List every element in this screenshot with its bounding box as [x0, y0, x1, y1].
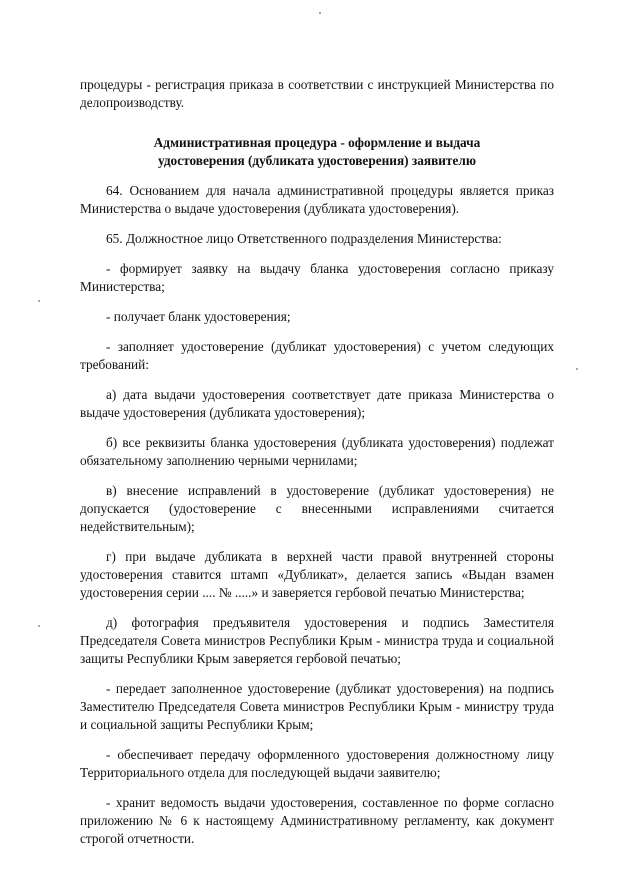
intro-paragraph: процедуры - регистрация приказа в соответствии с инструкцией Министерства по делопроизводству.	[80, 77, 554, 110]
scan-speck	[576, 368, 578, 370]
scan-speck	[319, 12, 321, 14]
requirement-item: в) внесение исправлений в удостоверение (дубликат удостоверения) не допускается (удостоверение с внесенными исправлениями считается недействительным);	[80, 483, 554, 534]
heading-line: Административная процедура - оформление и выдача	[153, 135, 481, 150]
requirement-item: б) все реквизиты бланка удостоверения (дубликата удостоверения) подлежат обязательному заполнению черными чернилами;	[80, 435, 554, 468]
paragraph-64: 64. Основанием для начала административной процедуры является приказ Министерства о выдаче удостоверения (дубликата удостоверения).	[80, 183, 554, 216]
list-item: - формирует заявку на выдачу бланка удостоверения согласно приказу Министерства;	[80, 261, 554, 294]
requirement-item: г) при выдаче дубликата в верхней части правой внутренней стороны удостоверения ставится штамп «Дубликат», делается запись «Выдан взамен удостоверения серии .... № .....» и заверяется гербовой печатью Министерства;	[80, 549, 554, 600]
document-page	[80, 76, 554, 860]
list-item: - передает заполненное удостоверение (дубликат удостоверения) на подпись Заместителю Председателя Совета министров Республики Крым - министру труда и социальной защиты Республики Крым;	[80, 681, 554, 732]
list-item: - получает бланк удостоверения;	[106, 309, 291, 324]
scan-speck	[38, 300, 40, 302]
requirement-item: а) дата выдачи удостоверения соответствует дате приказа Министерства о выдаче удостоверения (дубликата удостоверения);	[80, 387, 554, 420]
section-heading	[80, 134, 554, 170]
list-item: - заполняет удостоверение (дубликат удостоверения) с учетом следующих требований:	[80, 339, 554, 372]
scan-speck	[38, 625, 40, 627]
paragraph-65: 65. Должностное лицо Ответственного подразделения Министерства:	[106, 231, 502, 246]
requirement-item: д) фотография предъявителя удостоверения и подпись Заместителя Председателя Совета министров Республики Крым - министра труда и социальной защиты Республики Крым заверяется гербовой печатью;	[80, 615, 554, 666]
list-item: - хранит ведомость выдачи удостоверения, составленное по форме согласно приложению № 6 к настоящему Административному регламенту, как документ строгой отчетности.	[80, 795, 554, 846]
list-item: - обеспечивает передачу оформленного удостоверения должностному лицу Территориального отдела для последующей выдачи заявителю;	[80, 747, 554, 780]
heading-line: удостоверения (дубликата удостоверения) заявителю	[158, 153, 476, 168]
